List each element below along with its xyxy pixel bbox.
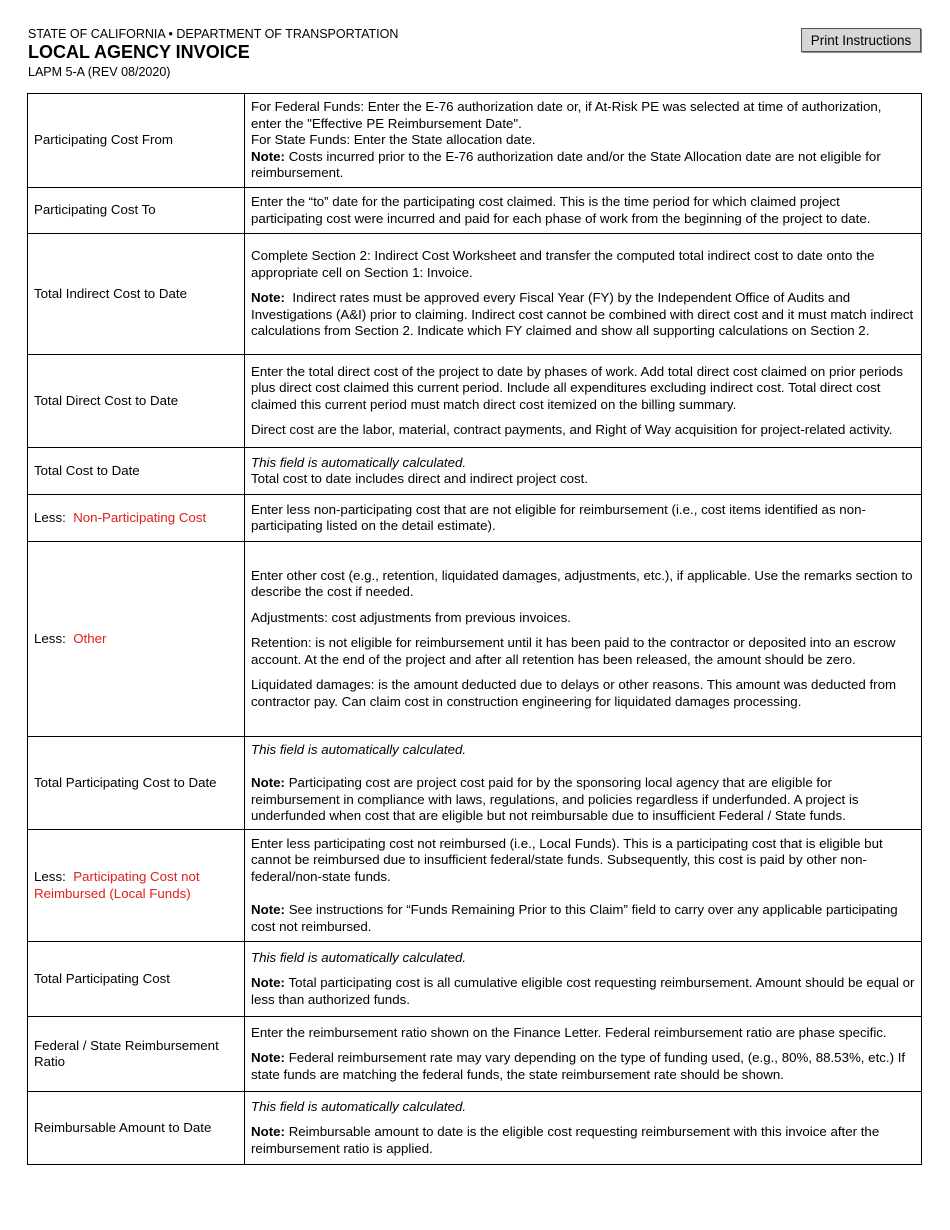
note-body: Federal reimbursement rate may vary depending on the type of funding used, (e.g., 80%, 88.53%, etc.) If state funds are matching the federal funds, the state reimbursement rate should be shown.	[251, 1050, 906, 1082]
form-revision: LAPM 5-A (REV 08/2020)	[28, 65, 171, 79]
description-text: Direct cost are the labor, material, contract payments, and Right of Way acquisition for project-related activity.	[251, 422, 893, 437]
description-text: Enter less participating cost not reimbursed (i.e., Local Funds). This is a participating cost that is eligible but cannot be reimbursed due to insufficient federal/state funds. Subsequently, this cost is paid by other non-federal/non-state funds.	[251, 835, 883, 884]
instructions-table	[27, 93, 922, 1165]
note-label: Note:	[251, 975, 285, 991]
table-row	[28, 495, 922, 542]
auto-calculated-text: This field is automatically calculated.	[251, 741, 467, 757]
description-text: Enter the total direct cost of the project to date by phases of work. Add total direct cost claimed on prior periods plus direct cost claimed this current period. Include all expenditures excluding indirect cost. Total direct cost claimed this current period must match direct cost itemized on the billing summary.	[251, 363, 903, 412]
note-body: Total participating cost is all cumulative eligible cost requesting reimbursement. Amount should be equal or less than authorized funds.	[251, 975, 915, 1007]
note-body: Indirect rates must be approved every Fiscal Year (FY) by the Independent Office of Audits and Investigations (A&I) prior to claiming. Indirect cost cannot be combined with direct cost and it must match indirect calculations from Section 2. Indicate which FY claimed and show all supporting calculations on Section 2.	[251, 290, 914, 339]
label-highlight: Non-Participating Cost	[73, 509, 207, 525]
description-text: Enter other cost (e.g., retention, liquidated damages, adjustments, etc.), if applicable. Use the remarks section to describe the cost if needed.	[251, 567, 913, 600]
label-highlight: Other	[73, 630, 107, 646]
row-description	[245, 942, 922, 1017]
row-description	[245, 542, 922, 737]
table-row	[28, 94, 922, 188]
row-description	[245, 94, 922, 188]
note-text	[251, 1124, 915, 1157]
auto-calculated-text: This field is automatically calculated.	[251, 949, 467, 965]
label-prefix: Less:	[34, 869, 66, 884]
row-label: Total Participating Cost	[28, 942, 245, 1017]
note-label: Note:	[251, 148, 285, 164]
print-instructions-button[interactable]: Print Instructions	[801, 28, 921, 52]
row-description	[245, 188, 922, 234]
note-text	[251, 290, 915, 340]
description-text: Total cost to date includes direct and indirect project cost.	[251, 471, 589, 486]
row-description	[245, 234, 922, 355]
description-text: Adjustments: cost adjustments from previous invoices.	[251, 609, 571, 625]
auto-calculated-text: This field is automatically calculated.	[251, 454, 467, 470]
description-text: Liquidated damages: is the amount deducted due to delays or other reasons. This amount was deducted from contractor pay. Can claim cost in construction engineering for liquidated damages processing.	[251, 677, 897, 709]
label-prefix: Less:	[34, 630, 66, 646]
row-label: Total Indirect Cost to Date	[28, 234, 245, 355]
note-body: Costs incurred prior to the E-76 authorization date and/or the State Allocation date are not eligible for reimbursement.	[251, 148, 881, 181]
note-label: Note:	[251, 1124, 285, 1140]
row-label	[28, 830, 245, 942]
row-description	[245, 830, 922, 942]
table-row	[28, 355, 922, 448]
description-text: Retention: is not eligible for reimbursement until it has been paid to the contractor or deposited into an escrow account. At the end of the project and after all retention has been released, the amount should be zero.	[251, 635, 896, 667]
row-label	[28, 542, 245, 737]
note-label: Note:	[251, 290, 285, 306]
note-label: Note:	[251, 902, 285, 918]
row-label: Total Cost to Date	[28, 448, 245, 495]
table-row	[28, 737, 922, 830]
row-label: Total Direct Cost to Date	[28, 355, 245, 448]
row-description	[245, 355, 922, 448]
label-prefix: Less:	[34, 509, 66, 525]
note-body: Participating cost are project cost paid for by the sponsoring local agency that are eligible for reimbursement in compliance with laws, regulations, and policies regardless if underfunded. A project is underfunded when cost that are eligible but not reimbursable due to insufficient Federal / State funds.	[251, 775, 859, 823]
note-text	[251, 775, 915, 825]
row-label: Federal / State Reimbursement Ratio	[28, 1017, 245, 1092]
note-text	[251, 1050, 915, 1083]
note-label: Note:	[251, 775, 285, 790]
form-title: LOCAL AGENCY INVOICE	[28, 42, 250, 62]
row-label	[28, 495, 245, 542]
table-row	[28, 188, 922, 234]
description-text: For Federal Funds: Enter the E-76 authorization date or, if At-Risk PE was selected at time of authorization, enter the "Effective PE Reimbursement Date".	[251, 99, 882, 131]
description-text: Complete Section 2: Indirect Cost Worksheet and transfer the computed total indirect cost to date onto the appropriate cell on Section 1: Invoice.	[251, 248, 875, 280]
note-text	[251, 975, 915, 1008]
row-label: Total Participating Cost to Date	[28, 737, 245, 830]
description-text: Enter the “to” date for the participating cost claimed. This is the time period for which claimed project participating cost were incurred and paid for each phase of work from the beginning of the project to date.	[251, 194, 871, 226]
row-description	[245, 448, 922, 495]
row-label: Participating Cost From	[28, 94, 245, 188]
table-row	[28, 1017, 922, 1092]
row-label: Participating Cost To	[28, 188, 245, 234]
note-text	[251, 149, 915, 182]
table-row	[28, 942, 922, 1017]
note-body: See instructions for “Funds Remaining Prior to this Claim” field to carry over any applicable participating cost not reimbursed.	[251, 902, 898, 934]
table-row	[28, 448, 922, 495]
label-highlight: Participating Cost not Reimbursed (Local Funds)	[34, 869, 200, 901]
table-row	[28, 1092, 922, 1165]
row-description	[245, 737, 922, 830]
note-label: Note:	[251, 1050, 285, 1066]
row-label: Reimbursable Amount to Date	[28, 1092, 245, 1165]
row-description	[245, 1017, 922, 1092]
description-text: Enter less non-participating cost that are not eligible for reimbursement (i.e., cost items identified as non-participating listed on the detail estimate).	[251, 501, 866, 533]
row-description	[245, 1092, 922, 1165]
row-description	[245, 495, 922, 542]
table-row	[28, 234, 922, 355]
table-row	[28, 542, 922, 737]
note-body: Reimbursable amount to date is the eligible cost requesting reimbursement with this invoice after the reimbursement ratio is applied.	[251, 1124, 880, 1156]
description-text: For State Funds: Enter the State allocation date.	[251, 132, 536, 148]
auto-calculated-text: This field is automatically calculated.	[251, 1098, 467, 1114]
description-text: Enter the reimbursement ratio shown on the Finance Letter. Federal reimbursement ratio are phase specific.	[251, 1024, 887, 1040]
note-text	[251, 902, 915, 935]
agency-header: STATE OF CALIFORNIA • DEPARTMENT OF TRANSPORTATION	[28, 27, 399, 41]
table-row	[28, 830, 922, 942]
